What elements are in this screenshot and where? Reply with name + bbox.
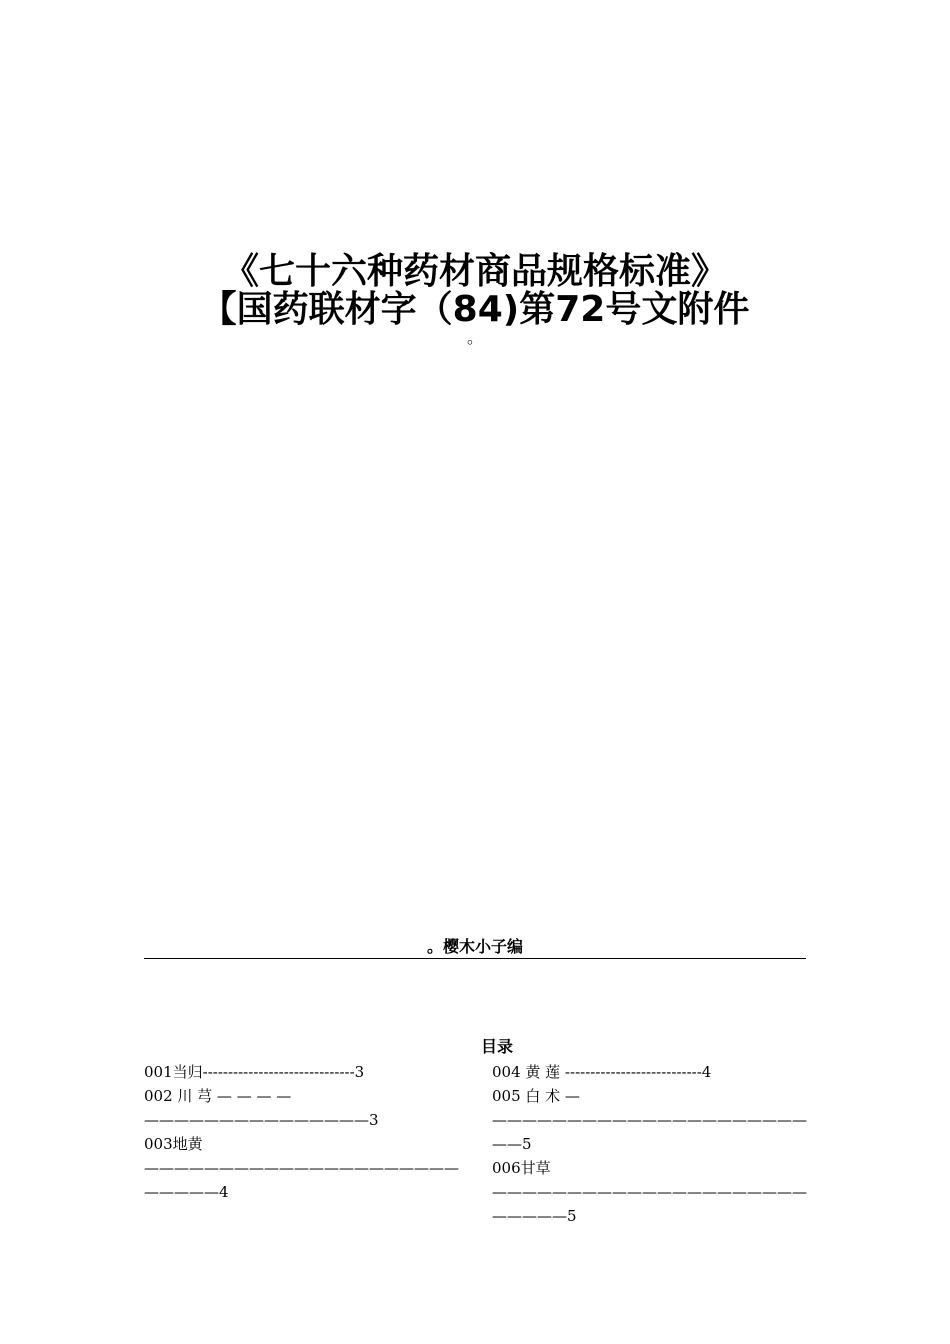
title-dot: 。 xyxy=(466,328,483,347)
toc-entry: 003地黄——————————————————————————4 xyxy=(144,1135,459,1201)
toc-entry: 006甘草——————————————————————————5 xyxy=(492,1159,807,1225)
toc-entry: 005 白 术 — ———————————————————————5 xyxy=(492,1087,807,1153)
toc-entry: 004 黄 莲 ---------------------------4 xyxy=(492,1063,712,1081)
toc-entry: 001当归------------------------------3 xyxy=(144,1063,365,1081)
document-title-line-1: 《七十六种药材商品规格标准》 xyxy=(222,251,727,292)
document-title-line-2: 【国药联材字（84)第72号文附件 xyxy=(200,289,750,330)
toc-entry: 002 川 芎 — — — — ———————————————3 xyxy=(144,1087,379,1129)
toc-left-column xyxy=(144,1060,460,1204)
toc-heading: 目录 xyxy=(480,1037,513,1056)
toc-right-column xyxy=(492,1060,808,1228)
editor-credit: 。樱木小子编 xyxy=(144,936,806,959)
